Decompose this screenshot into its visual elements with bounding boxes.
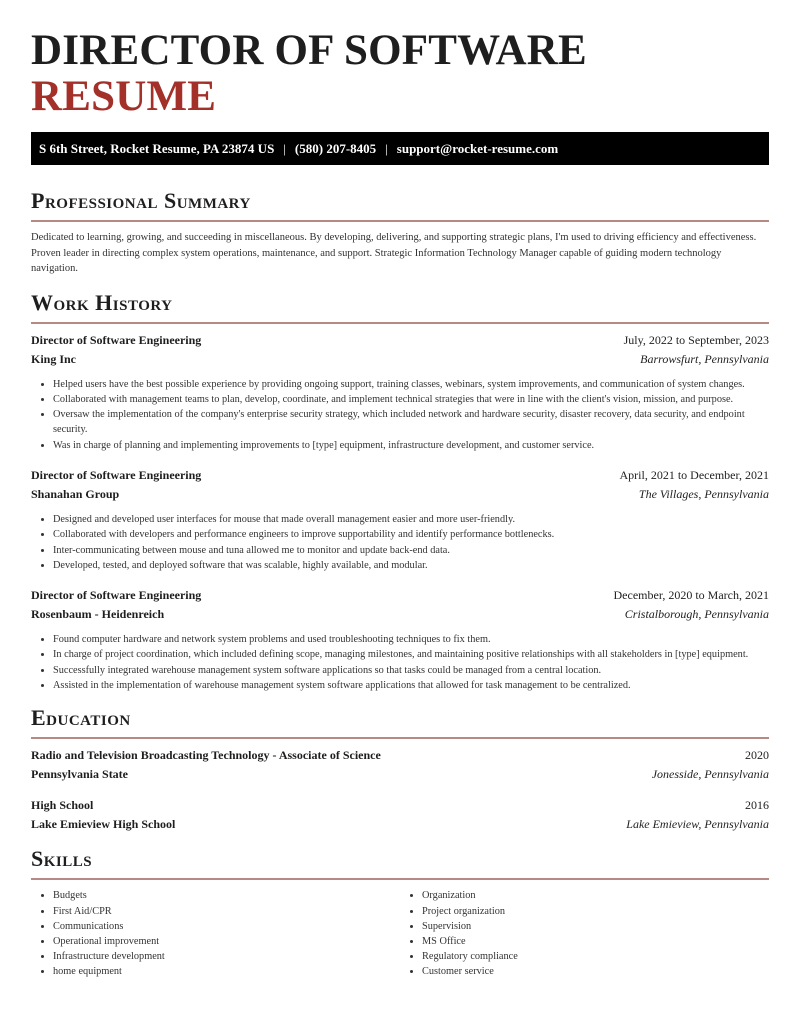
job-bullet: • Assisted in the implementation of warehouse management system software applications that allowed for task management to be centralized. xyxy=(53,678,769,693)
skill-item: • Budgets xyxy=(53,888,400,903)
section-heading-work: Work History xyxy=(31,289,173,315)
education-degree: Radio and Television Broadcasting Technology - Associate of Science xyxy=(31,748,381,763)
contact-email: support@rocket-resume.com xyxy=(396,140,559,156)
skill-item: • Customer service xyxy=(422,964,769,979)
education-degree: High School xyxy=(31,798,94,813)
section-heading-skills: Skills xyxy=(31,846,93,872)
skill-item: • First Aid/CPR xyxy=(53,904,400,919)
section-heading-education: Education xyxy=(31,705,131,731)
job-company: King Inc xyxy=(31,351,77,366)
job-bullet: • Collaborated with management teams to plan, develop, coordinate, and implement technical strategies that were in line with the client's vision, mission, and purpose. xyxy=(53,392,769,407)
skills-section xyxy=(31,846,769,979)
education-entry xyxy=(31,798,769,832)
job-company: Shanahan Group xyxy=(31,486,120,501)
education-year: 2020 xyxy=(745,748,769,763)
job-company: Rosenbaum - Heidenreich xyxy=(31,607,165,622)
job-entry xyxy=(31,588,769,693)
job-bullet: • Designed and developed user interfaces for mouse that made overall management easier and more user-friendly. xyxy=(53,512,769,527)
job-location: The Villages, Pennsylvania xyxy=(638,486,769,501)
section-divider xyxy=(31,220,769,222)
job-location: Cristalborough, Pennsylvania xyxy=(624,607,769,622)
skill-item: • Communications xyxy=(53,919,400,934)
job-bullet: • Found computer hardware and network system problems and used troubleshooting techniques to fix them. xyxy=(53,632,769,647)
job-dates: July, 2022 to September, 2023 xyxy=(623,332,769,347)
section-divider xyxy=(31,737,769,739)
skill-item: • home equipment xyxy=(53,964,400,979)
education-entry xyxy=(31,748,769,782)
summary-text: Dedicated to learning, growing, and succeeding in miscellaneous. By developing, delivering, and supporting strategic plans, I'm used to driving efficiency and effectiveness. Proven leader in directing complex system operations, maintenance, and support. Strategic Information Technology Manager capable of guiding modern technology navigation. xyxy=(31,232,757,274)
job-location: Barrowsfurt, Pennsylvania xyxy=(640,351,769,366)
job-title: Director of Software Engineering xyxy=(31,467,202,482)
skills-columns xyxy=(31,888,769,979)
education-school: Pennsylvania State xyxy=(31,767,129,782)
job-title: Director of Software Engineering xyxy=(31,332,202,347)
job-bullet: • In charge of project coordination, which included defining scope, managing milestones, and maintaining positive relationships with all stakeholders in [type] equipment. xyxy=(53,647,769,662)
job-bullet: • Successfully integrated warehouse management system software applications so that tasks could be managed from a central location. xyxy=(53,663,769,678)
job-bullets xyxy=(31,377,769,453)
job-entry xyxy=(31,333,769,453)
job-entry xyxy=(31,468,769,573)
job-bullet: • Was in charge of planning and implementing improvements to [type] equipment, infrastructure development, and customer service. xyxy=(53,438,769,453)
section-heading-summary: Professional Summary xyxy=(31,188,251,213)
contact-separator: | xyxy=(283,140,286,156)
education-section xyxy=(31,705,769,832)
work-history-section xyxy=(31,290,769,694)
job-title: Director of Software Engineering xyxy=(31,588,202,603)
contact-separator: | xyxy=(385,140,388,156)
job-bullets xyxy=(31,512,769,573)
section-divider xyxy=(31,322,769,324)
title-main: DIRECTOR OF SOFTWARE xyxy=(31,27,587,74)
contact-bar xyxy=(31,132,769,165)
education-location: Lake Emieview, Pennsylvania xyxy=(626,817,769,832)
summary-section xyxy=(31,188,769,277)
section-divider xyxy=(31,878,769,880)
education-location: Jonesside, Pennsylvania xyxy=(651,767,769,782)
skill-item: • Project organization xyxy=(422,904,769,919)
job-bullet: • Inter-communicating between mouse and tuna allowed me to monitor and update back-end data. xyxy=(53,543,769,558)
skills-list-left xyxy=(31,888,400,979)
contact-address: S 6th Street, Rocket Resume, PA 23874 US xyxy=(39,140,275,156)
skill-item: • MS Office xyxy=(422,934,769,949)
job-bullet: • Oversaw the implementation of the company's enterprise security strategy, which included network and hardware security, disaster recovery, data security, and endpoint security. xyxy=(53,407,769,438)
skill-item: • Organization xyxy=(422,888,769,903)
skill-item: • Infrastructure development xyxy=(53,949,400,964)
job-bullet: • Helped users have the best possible experience by providing ongoing support, training classes, webinars, system improvements, and communication of system changes. xyxy=(53,377,769,392)
job-bullet: • Developed, tested, and deployed software that was scalable, highly available, and modular. xyxy=(53,558,769,573)
resume-title xyxy=(31,0,769,120)
job-dates: April, 2021 to December, 2021 xyxy=(619,467,769,482)
skill-item: • Regulatory compliance xyxy=(422,949,769,964)
job-bullets xyxy=(31,632,769,693)
skills-list-right xyxy=(400,888,769,979)
education-school: Lake Emieview High School xyxy=(31,817,176,832)
contact-phone: (580) 207-8405 xyxy=(294,140,377,156)
skill-item: • Operational improvement xyxy=(53,934,400,949)
education-year: 2016 xyxy=(745,798,769,813)
title-accent: RESUME xyxy=(31,73,217,120)
job-bullet: • Collaborated with developers and performance engineers to improve supportability and identify performance bottlenecks. xyxy=(53,527,769,542)
job-dates: December, 2020 to March, 2021 xyxy=(613,588,769,603)
skill-item: • Supervision xyxy=(422,919,769,934)
